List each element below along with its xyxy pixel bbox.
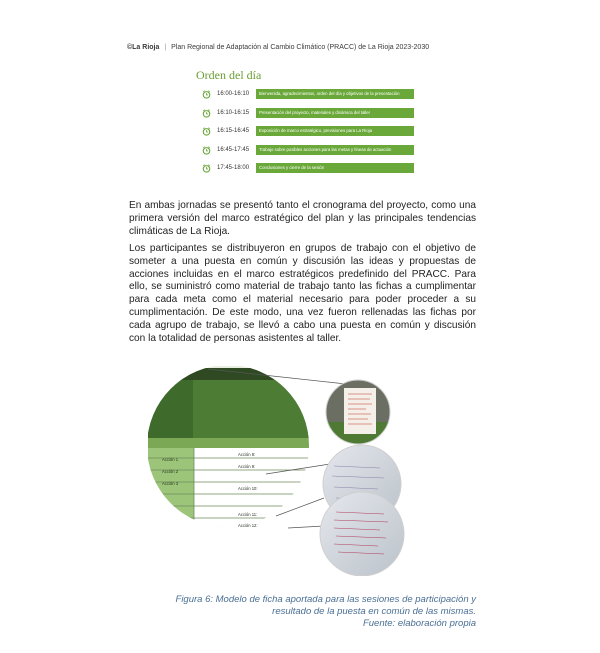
- agenda-time: 16:00-16:10: [217, 91, 250, 97]
- header-separator: |: [164, 44, 167, 51]
- agenda-time: 16:10-16:15: [217, 110, 250, 116]
- figure-worksheet-photos: [148, 366, 408, 576]
- worksheet-row-right: Acción 12:: [238, 523, 258, 528]
- worksheet-magnified: [148, 366, 314, 529]
- worksheet-row-left: Acción 3: [162, 481, 179, 486]
- header-brand: ©La Rioja: [127, 44, 160, 51]
- agenda-title: Orden del día: [196, 68, 262, 82]
- clock-icon: [202, 164, 211, 173]
- worksheet-row-right: Acción 9:: [238, 464, 256, 469]
- paragraph-intro: En ambas jornadas se presentó tanto el cronograma del proyecto, como una primera versión del marco estratégico del plan y las principales tendencias climáticas de La Rioja.: [129, 200, 476, 237]
- figure-caption-line2: resultado de la puesta en común de las mismas.: [272, 606, 476, 617]
- figure-caption-line1: Figura 6: Modelo de ficha aportada para las sesiones de participación y: [175, 594, 476, 605]
- page-header: [127, 44, 429, 51]
- agenda-time: 17:45-18:00: [217, 165, 250, 171]
- header-text: Plan Regional de Adaptación al Cambio Climático (PRACC) de La Rioja 2023-2030: [171, 44, 430, 51]
- worksheet-row-right: Acción 10:: [238, 486, 258, 491]
- photo-flipchart: [323, 376, 395, 448]
- clock-icon: [202, 109, 211, 118]
- clock-icon: [202, 127, 211, 136]
- agenda-label: Conclusiones y cierre de la sesión: [256, 163, 414, 173]
- worksheet-row-right: Acción 8:: [238, 452, 256, 457]
- agenda-time: 16:15-16:45: [217, 128, 250, 134]
- agenda-label: Exposición de marco estratégico, previsiones para La Rioja: [256, 126, 414, 136]
- agenda-label: Presentación del proyecto, materiales y dinámica del taller: [256, 108, 414, 118]
- agenda-time: 16:45-17:45: [217, 147, 250, 153]
- worksheet-row-left: Acción 2: [162, 469, 179, 474]
- agenda-label: Bienvenida, agradecimientos, orden del día y objetivos de la presentación: [256, 89, 414, 99]
- worksheet-row-left: Acción 1: [162, 457, 179, 462]
- clock-icon: [202, 146, 211, 155]
- worksheet-row-right: Acción 11:: [238, 512, 258, 517]
- paragraph-participants: Los participantes se distribuyeron en grupos de trabajo con el objetivo de someter a una puesta en común y discusión las ideas y propuestas de acciones incluidas en el marco estratégicos predefinido del PRACC. Para ello, se suministró como material de trabajo tanto las fichas a cumplimentar para cada meta como el material necesario para poder proceder a su cumplimentación. De este modo, una vez fueron rellenadas las fichas por cada agrupo de trabajo, se llevó a cabo una puesta en común y discusión con la totalidad de personas asistentes al taller.: [129, 243, 476, 344]
- clock-icon: [202, 90, 211, 99]
- agenda-label: Trabajo sobre posibles acciones para las metas y líneas de actuación: [256, 145, 414, 155]
- figure-caption-source: Fuente: elaboración propia: [362, 618, 476, 629]
